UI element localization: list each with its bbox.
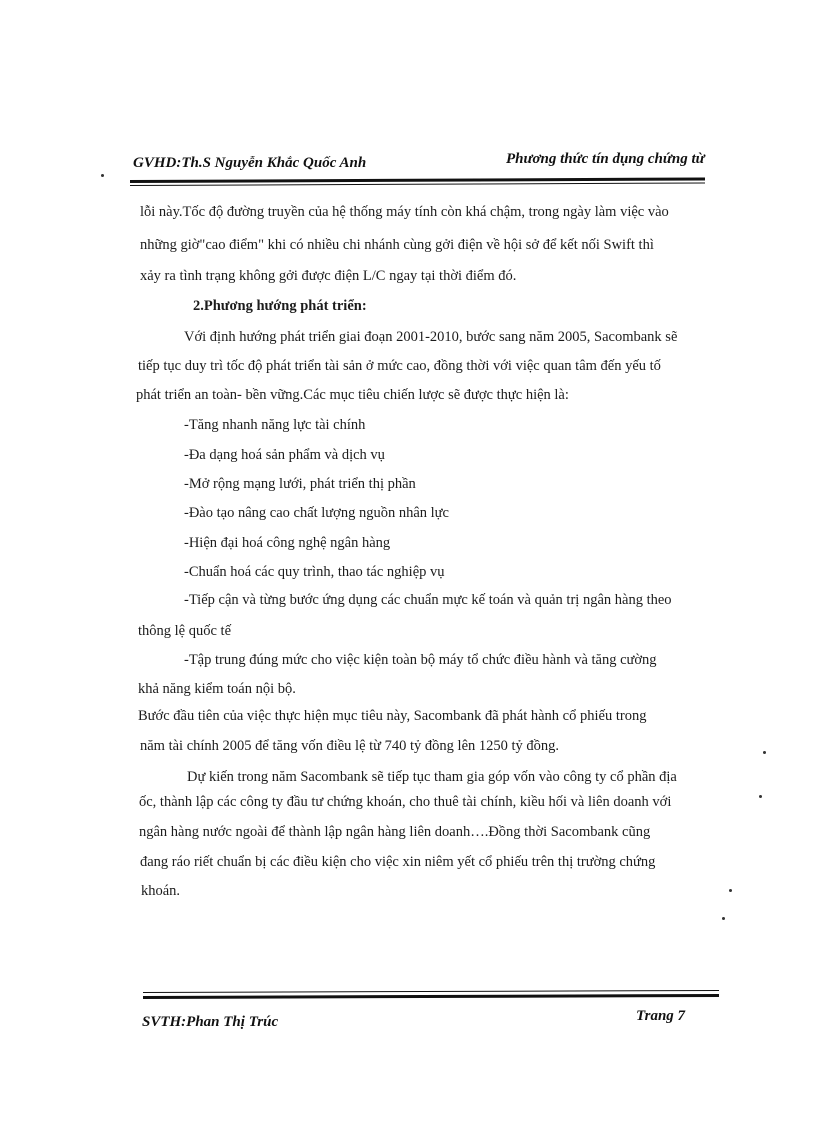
para4-line: đang ráo riết chuẩn bị các điều kiện cho việc xin niêm yết cổ phiếu trên thị trường chứng <box>140 854 656 870</box>
scan-speck <box>763 751 766 754</box>
page-number: Trang 7 <box>636 1008 686 1024</box>
para1-line: những giờ"cao điểm" khi có nhiều chi nhánh cùng gởi điện về hội sở để kết nối Swift thì <box>140 237 654 253</box>
para1-line: lỗi này.Tốc độ đường truyền của hệ thống máy tính còn khá chậm, trong ngày làm việc vào <box>140 204 669 220</box>
para4-line: Dự kiến trong năm Sacombank sẽ tiếp tục tham gia góp vốn vào công ty cổ phần địa <box>187 769 677 785</box>
bullet-item: -Tập trung đúng mức cho việc kiện toàn bộ máy tổ chức điều hành và tăng cường <box>184 652 657 668</box>
para4-line: ốc, thành lập các công ty đầu tư chứng khoán, cho thuê tài chính, kiều hối và liên doanh với <box>139 794 672 810</box>
para4-line: ngân hàng nước ngoài để thành lập ngân hàng liên doanh….Đồng thời Sacombank cũng <box>139 824 651 840</box>
document-topic-label: Phương thức tín dụng chứng từ <box>506 151 705 167</box>
footer-rule-thin <box>143 990 719 993</box>
bullet-item: -Mở rộng mạng lưới, phát triển thị phần <box>184 476 416 492</box>
para4-line: khoán. <box>141 883 181 899</box>
bullet-item: -Tiếp cận và từng bước ứng dụng các chuẩn mực kế toán và quản trị ngân hàng theo <box>184 592 672 608</box>
para1-line: xảy ra tình trạng không gởi được điện L/C ngay tại thời điểm đó. <box>140 268 517 284</box>
bullet-continuation: khả năng kiểm toán nội bộ. <box>138 681 296 697</box>
bullet-item: -Đào tạo nâng cao chất lượng nguồn nhân lực <box>184 505 449 521</box>
para2-line: tiếp tục duy trì tốc độ phát triển tài sản ở mức cao, đồng thời với việc quan tâm đến yếu tố <box>138 358 661 374</box>
footer-rule-thick <box>143 994 719 999</box>
student-label: SVTH:Phan Thị Trúc <box>142 1014 279 1030</box>
section-heading: 2.Phương hướng phát triển: <box>193 298 367 314</box>
instructor-label: GVHD:Th.S Nguyễn Khắc Quốc Anh <box>133 155 367 171</box>
bullet-item: -Hiện đại hoá công nghệ ngân hàng <box>184 535 391 551</box>
scan-speck <box>101 174 104 177</box>
scan-speck <box>759 795 762 798</box>
scan-speck <box>722 917 725 920</box>
bullet-item: -Chuẩn hoá các quy trình, thao tác nghiệp vụ <box>184 564 445 580</box>
scan-speck <box>729 889 732 892</box>
para3-line: năm tài chính 2005 để tăng vốn điều lệ từ 740 tỷ đồng lên 1250 tỷ đồng. <box>140 738 560 754</box>
para3-line: Bước đầu tiên của việc thực hiện mục tiêu này, Sacombank đã phát hành cổ phiếu trong <box>138 708 647 724</box>
header-rule-thin <box>130 182 705 186</box>
para2-line: phát triển an toàn- bền vững.Các mục tiêu chiến lược sẽ được thực hiện là: <box>136 387 569 403</box>
bullet-item: -Đa dạng hoá sản phẩm và dịch vụ <box>184 447 385 463</box>
bullet-continuation: thông lệ quốc tế <box>138 623 232 639</box>
para2-line: Với định hướng phát triển giai đoạn 2001-2010, bước sang năm 2005, Sacombank sẽ <box>184 329 678 345</box>
bullet-item: -Tăng nhanh năng lực tài chính <box>184 417 366 433</box>
